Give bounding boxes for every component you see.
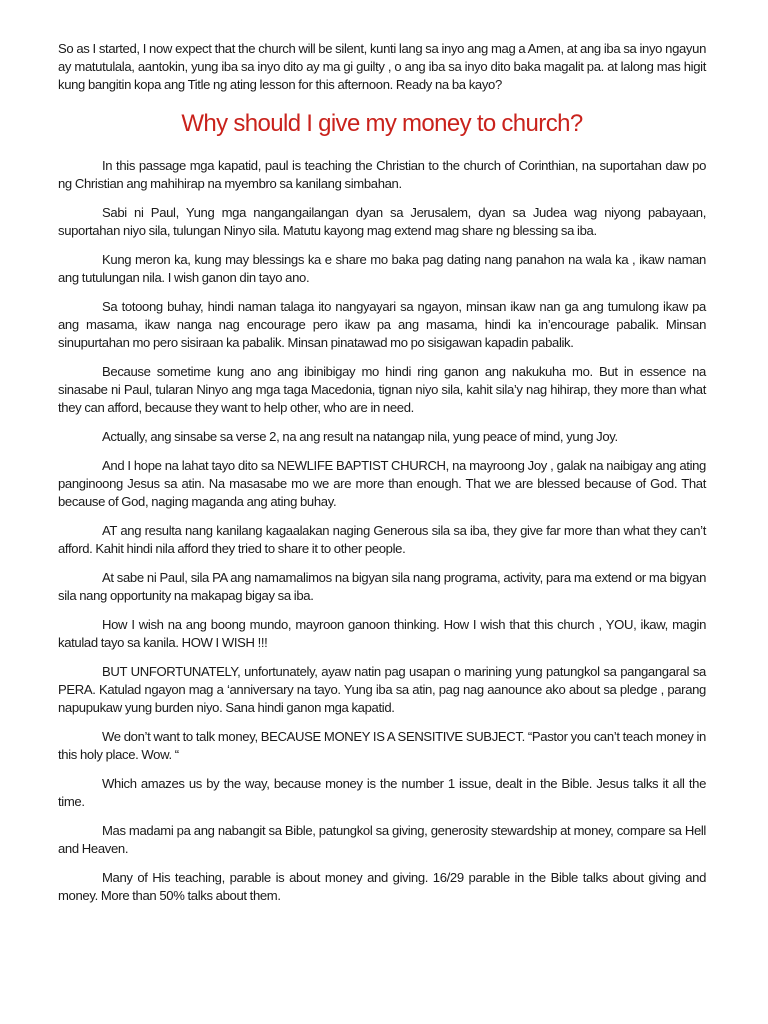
body-paragraph: How I wish na ang boong mundo, mayroon ganoon thinking. How I wish that this church , YOU, ikaw, magin katulad tayo sa kanila. HOW I WISH !!! [58,617,706,651]
document-page [58,40,706,916]
body-paragraph: Sabi ni Paul, Yung mga nangangailangan dyan sa Jerusalem, dyan sa Judea wag niyong pabayaan, suportahan niyo sila, tulungan Ninyo sila. Matutu kayong mag extend mag share ng blessing sa iba. [58,204,706,238]
body-paragraph: Sa totoong buhay, hindi naman talaga ito nangyayari sa ngayon, minsan ikaw nan ga ang tumulong ikaw pa ang masama, ikaw nanga nag encourage pero ikaw pa ang masama, hindi ka in’encourage pabalik. Minsan sinupurtahan mo pero sisiraan ka pabalik. Minsan pinatawad mo po sisigawan kapadin pabalik. [58,298,706,351]
body-paragraph: And I hope na lahat tayo dito sa NEWLIFE BAPTIST CHURCH, na mayroong Joy , galak na naibigay ang ating panginoong Jesus sa atin. Na masasabe mo we are more than enough. That we are blessed because of God. That because of God, naging maganda ang ating buhay. [58,457,706,510]
body-paragraph: Mas madami pa ang nabangit sa Bible, patungkol sa giving, generosity stewardship at money, compare sa Hell and Heaven. [58,823,706,857]
body-paragraph: Which amazes us by the way, because money is the number 1 issue, dealt in the Bible. Jesus talks it all the time. [58,776,706,810]
body-paragraph: Kung meron ka, kung may blessings ka e share mo baka pag dating nang panahon na wala ka , ikaw naman ang tutulungan nila. I wish ganon din tayo ano. [58,251,706,285]
intro-paragraph: So as I started, I now expect that the church will be silent, kunti lang sa inyo ang mag a Amen, at ang iba sa inyo ngayun ay matutulala, aantokin, yung iba sa inyo dito ay ma gi guilty , o ang iba sa inyo dito baka magalit pa. at lalong mas higit kung bangitin kopa ang Title ng ating lesson for this afternoon. Ready na ba kayo? [58,41,706,93]
body-paragraph: We don’t want to talk money, BECAUSE MONEY IS A SENSITIVE SUBJECT. “Pastor you can’t teach money in this holy place. Wow. “ [58,729,706,763]
body-paragraph: At sabe ni Paul, sila PA ang namamalimos na bigyan sila nang programa, activity, para ma extend or ma bigyan sila nang opportunity na makapag bigay sa iba. [58,570,706,604]
document-title: Why should I give my money to church? [181,109,583,137]
body-paragraph: Because sometime kung ano ang ibinibigay mo hindi ring ganon ang nakukuha mo. But in essence na sinasabe ni Paul, tularan Ninyo ang mga taga Macedonia, tignan niyo sila, kahit sila’y nag hihirap, they more than what they can afford, because they want to help other, who are in need. [58,363,706,416]
body-paragraph: In this passage mga kapatid, paul is teaching the Christian to the church of Corinthian, na suportahan daw po ng Christian ang mahihirap na myembro sa kanilang simbahan. [58,157,706,191]
body-paragraph: Many of His teaching, parable is about money and giving. 16/29 parable in the Bible talks about giving and money. More than 50% talks about them. [58,870,706,904]
body-paragraph: BUT UNFORTUNATELY, unfortunately, ayaw natin pag usapan o marining yung patungkol sa pangangaral sa PERA. Katulad ngayon mag a ‘anniversary na tayo. Yung iba sa atin, pag nag aanounce ako about sa pledge , parang napupukaw yung burden niyo. Sana hindi ganon mga kapatid. [58,664,706,716]
body-paragraph: AT ang resulta nang kanilang kagaalakan naging Generous sila sa iba, they give far more than what they can’t afford. Kahit hindi nila afford they tried to share it to other people. [58,523,706,557]
body-paragraph: Actually, ang sinsabe sa verse 2, na ang result na natangap nila, yung peace of mind, yung Joy. [102,429,618,445]
